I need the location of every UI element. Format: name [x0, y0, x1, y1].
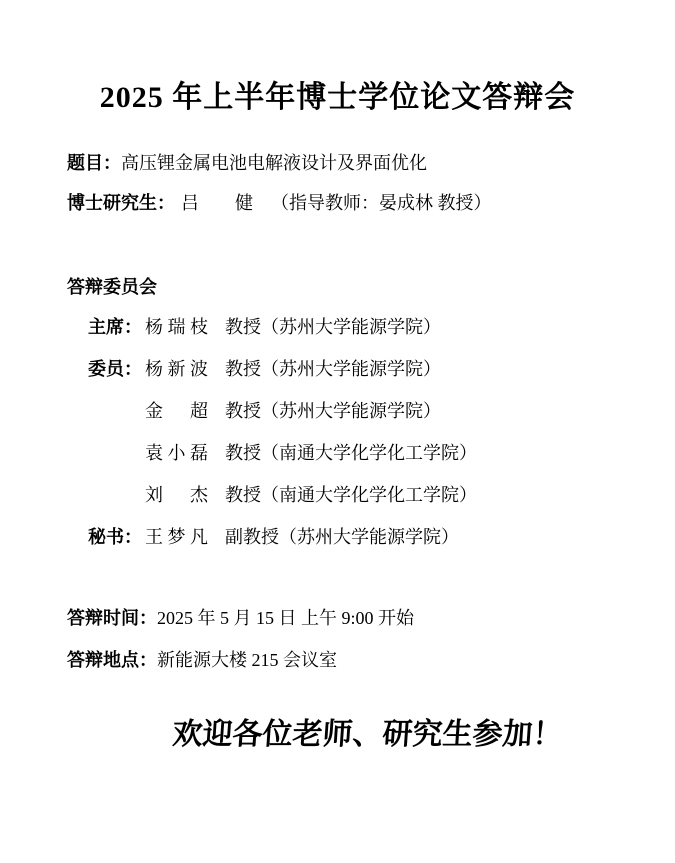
committee-member-affiliation: 教授（南通大学化学化工学院） — [225, 485, 477, 505]
student-label: 博士研究生： — [67, 193, 175, 213]
thesis-topic-line — [67, 142, 427, 184]
committee-member-name: 杨新波 — [145, 359, 208, 379]
committee-row-secretary — [88, 516, 459, 558]
committee-role-label: 委员： — [88, 359, 142, 379]
committee-member-name: 金超 — [145, 401, 208, 421]
defense-time-label: 答辩时间： — [67, 608, 157, 628]
defense-time-line — [67, 597, 414, 639]
defense-place-line — [67, 639, 337, 681]
topic-label: 题目： — [67, 153, 121, 173]
committee-row-chair — [88, 306, 441, 348]
committee-row-member — [88, 390, 441, 432]
committee-member-affiliation: 副教授（苏州大学能源学院） — [225, 527, 459, 547]
committee-member-name: 王梦凡 — [145, 527, 208, 547]
welcome-calligraphy-line: 欢迎各位老师、研究生参加！ — [171, 717, 564, 752]
committee-role-label — [88, 432, 145, 474]
defense-place-label: 答辩地点： — [67, 650, 157, 670]
defense-place-value: 新能源大楼 215 会议室 — [157, 650, 337, 670]
committee-member-affiliation: 教授（南通大学化学化工学院） — [225, 443, 477, 463]
committee-member-affiliation: 教授（苏州大学能源学院） — [225, 401, 441, 421]
advisor-note: （指导教师：晏成林 教授） — [271, 193, 492, 213]
topic-value: 高压锂金属电池电解液设计及界面优化 — [121, 153, 427, 173]
committee-row-member — [88, 348, 441, 390]
committee-row-member — [88, 432, 477, 474]
committee-role-label: 秘书： — [88, 527, 142, 547]
committee-role-label — [88, 390, 145, 432]
page-title: 2025 年上半年博士学位论文答辩会 — [99, 81, 576, 114]
committee-member-affiliation: 教授（苏州大学能源学院） — [225, 317, 441, 337]
committee-role-label — [88, 474, 145, 516]
committee-header: 答辩委员会 — [67, 277, 157, 297]
committee-member-name: 杨瑞枝 — [145, 317, 208, 337]
committee-member-name: 袁小磊 — [145, 443, 208, 463]
committee-member-affiliation: 教授（苏州大学能源学院） — [225, 359, 441, 379]
committee-row-member — [88, 474, 477, 516]
student-name: 吕健 — [181, 193, 253, 213]
committee-member-name: 刘杰 — [145, 485, 208, 505]
student-line — [67, 182, 492, 224]
defense-time-value: 2025 年 5 月 15 日 上午 9:00 开始 — [157, 608, 415, 628]
committee-role-label: 主席： — [88, 317, 142, 337]
